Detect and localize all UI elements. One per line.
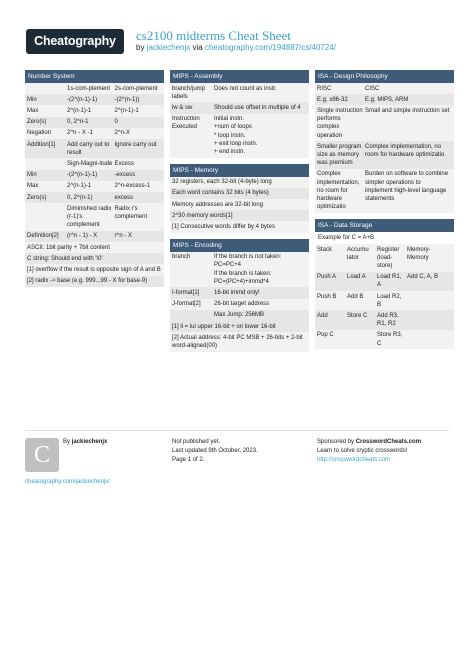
- byline: [136, 43, 336, 52]
- table-cell: -(2^(n-1)-1): [67, 172, 98, 179]
- table-row: [315, 83, 454, 94]
- table-cell: Addition[1]: [27, 141, 56, 148]
- footer-author-name[interactable]: jackiechenjx: [71, 439, 108, 445]
- table-cell: Burden on software to combine simpler operations to implement high-level language statements: [365, 171, 449, 202]
- isa-philosophy-section: [315, 70, 454, 213]
- table-cell: I-format[1]: [172, 289, 200, 296]
- table-cell: Add carry out to result: [67, 141, 110, 156]
- table-cell: 26-bit target address: [214, 301, 270, 308]
- note-line: Memory addresses are 32-bit long: [172, 201, 264, 208]
- table-cell: Small and simple instruction set: [365, 107, 450, 114]
- table-cell: -(2^(n-1)-1): [67, 96, 98, 103]
- note-line: 32 registers, each 32-bit (4-byte) long: [172, 179, 272, 186]
- table-cell: branch/jump labels: [172, 85, 206, 100]
- table-cell: Pop C: [317, 332, 334, 339]
- author-profile-link[interactable]: cheatography.com/jackiechenjx/: [25, 479, 110, 485]
- table-cell: Should use offset in multiple of 4: [214, 104, 301, 111]
- table-row: [25, 105, 164, 116]
- table-cell: Add: [317, 312, 328, 319]
- table-cell: Push A: [317, 274, 337, 281]
- note-line: Each word contains 32 bits (4 bytes): [170, 188, 309, 199]
- mips-memory-section: [170, 164, 309, 233]
- table-cell: Zero(s): [27, 194, 47, 201]
- table-cell: CISC: [365, 85, 380, 92]
- table-cell: Diminished radix (r-1)'s complement: [67, 205, 112, 229]
- footer-by-label: By: [63, 439, 71, 445]
- table-row: [25, 139, 164, 158]
- table-row: [25, 181, 164, 192]
- table-row: [25, 192, 164, 203]
- table-cell: Push B: [317, 293, 337, 300]
- table-row: [315, 291, 454, 310]
- note-line: 2^30 memory words[1]: [170, 210, 309, 221]
- table-cell: J-format[2]: [172, 301, 201, 308]
- table-row: [25, 83, 164, 94]
- table-cell: [407, 293, 452, 309]
- storage-example: Example for C = A+B: [315, 232, 454, 244]
- column-3: [315, 70, 454, 355]
- table-row: [315, 330, 454, 349]
- sponsor-prefix: Sponsored by: [317, 439, 355, 445]
- page-title: cs2100 midterms Cheat Sheet: [136, 28, 291, 43]
- table-cell: Load R2, B: [377, 293, 402, 308]
- table-row: [25, 117, 164, 128]
- table-row: [170, 102, 309, 113]
- table-cell: Stack: [317, 246, 333, 253]
- table-cell: Register (load-store): [377, 246, 400, 269]
- table-cell: Accumu lator: [347, 246, 369, 261]
- avatar: C: [25, 438, 59, 472]
- table-row: [315, 105, 454, 141]
- sponsor-tagline: Learn to solve cryptic crosswords!: [317, 448, 408, 454]
- table-cell: Memory-Memory: [407, 246, 431, 261]
- table-row: [25, 231, 164, 242]
- table-cell: 2^n-X: [114, 130, 130, 137]
- table-cell: E.g. x86-32: [317, 96, 348, 103]
- table-cell: 0: [114, 119, 118, 126]
- note-line: ASCII: 1bit parity + 7bit content: [27, 244, 110, 251]
- note-line: [2] radix -> base (e.g. 999...99 - X for base-9): [25, 276, 164, 287]
- table-row: [25, 203, 164, 231]
- table-cell: branch: [172, 254, 191, 261]
- section-title: Number System: [25, 70, 164, 83]
- table-cell: lw & sw: [172, 104, 193, 111]
- section-title: ISA - Data Storage: [315, 219, 454, 232]
- table-cell: [172, 311, 214, 319]
- table-cell: Load A: [347, 274, 366, 281]
- table-cell: Smaller program size as memory was premium: [317, 143, 362, 167]
- table-cell: Add C, A, B: [407, 274, 439, 281]
- byline-prefix: by: [136, 43, 145, 52]
- table-row: [315, 244, 454, 272]
- table-cell: 2^(n-1)-1: [67, 107, 92, 114]
- table-cell: r^n - X: [114, 233, 132, 240]
- table-row: [170, 114, 309, 158]
- page-footer: [25, 430, 449, 490]
- table-cell: Sign-Magni-itude: [67, 160, 113, 167]
- table-cell: 16-bit immd only!: [214, 289, 260, 296]
- table-row: [25, 170, 164, 181]
- table-row: [25, 158, 164, 169]
- table-row: [170, 299, 309, 310]
- byline-via: via: [192, 43, 203, 52]
- table-cell: Min: [27, 96, 37, 103]
- table-cell: 2^(n-1)-1: [114, 107, 139, 114]
- table-cell: Ignore carry out: [114, 141, 157, 148]
- table-cell: [407, 312, 452, 328]
- table-cell: Complex implementation, no room for hardware optimizatio: [317, 171, 360, 211]
- table-cell: [27, 85, 67, 93]
- author-link[interactable]: jackiechenjx: [146, 43, 191, 52]
- table-cell: Definition[2]: [27, 233, 59, 240]
- table-cell: 0, 2^(n-1): [67, 194, 93, 201]
- table-cell: Initial instn. +num of loops * loop instn. + exit loop instn. + end instn.: [214, 116, 258, 155]
- table-cell: Max Jump: 256MB: [214, 312, 265, 319]
- table-row: [315, 94, 454, 105]
- table-cell: Max: [27, 183, 39, 190]
- sheet-url-link[interactable]: cheatography.com/194887/cs/40724/: [204, 43, 337, 52]
- table-cell: Max: [27, 107, 39, 114]
- table-cell: 2^n - X -1: [67, 130, 93, 137]
- table-cell: Add R3, R1, R2: [377, 312, 399, 328]
- note-line: C string: Should end with '\0': [25, 253, 164, 264]
- number-system-section: [25, 70, 164, 287]
- table-row: [170, 310, 309, 321]
- table-cell: Add B: [347, 293, 364, 300]
- table-cell: excess: [114, 194, 134, 201]
- footer-by: [63, 438, 107, 447]
- mips-encoding-section: [170, 239, 309, 352]
- table-cell: Store C: [347, 312, 368, 319]
- table-row: [25, 94, 164, 105]
- table-cell: -(2^(n-1)): [114, 96, 140, 103]
- table-cell: Excess: [114, 160, 134, 167]
- table-cell: (r^n - 1) - X: [67, 233, 98, 240]
- page-number: Page 1 of 2.: [172, 457, 205, 463]
- table-cell: Instruction Executed: [172, 116, 200, 131]
- section-title: MIPS - Assembly: [170, 70, 309, 83]
- table-cell: 2^n-excess-1: [114, 183, 150, 190]
- table-cell: [27, 205, 67, 230]
- cheatography-logo[interactable]: Cheatography: [26, 29, 124, 54]
- last-updated: Last updated 9th October, 2023.: [172, 448, 258, 454]
- table-cell: [347, 331, 377, 347]
- sponsor-name[interactable]: CrosswordCheats.com: [355, 439, 422, 445]
- column-1: [25, 70, 164, 293]
- table-cell: 2^(n-1)-1: [67, 183, 92, 190]
- table-row: [25, 128, 164, 139]
- mips-assembly-section: [170, 70, 309, 158]
- table-cell: Min: [27, 172, 37, 179]
- note-line: [1] overflow if the result is opposite sign of A and B: [27, 266, 161, 273]
- page-header: [0, 0, 474, 62]
- table-row: [315, 272, 454, 291]
- table-cell: Single instruction performs complex operation: [317, 107, 363, 139]
- table-row: [315, 310, 454, 329]
- table-cell: E.g. MIPS, ARM: [365, 96, 409, 103]
- sponsor-line: [317, 438, 456, 447]
- table-row: [315, 141, 454, 169]
- table-cell: If the branch is not taken: PC=PC+4 If the branch is taken: PC=(PC+4)+immd*4: [214, 254, 282, 285]
- table-cell: Load R1, A: [377, 274, 402, 289]
- table-cell: Does not count as instr.: [214, 85, 277, 92]
- table-cell: 2s-com-plement: [114, 85, 158, 92]
- table-cell: Zero(s): [27, 119, 47, 126]
- section-title: MIPS - Memory: [170, 164, 309, 177]
- table-cell: Complex implementation, no room for hardware optimizatio: [365, 143, 445, 158]
- table-cell: Radix r's complement: [114, 205, 148, 220]
- note-line: [1] li = lui upper 16-bit + ori lower 16-bit: [170, 321, 309, 332]
- table-cell: [27, 160, 67, 168]
- table-row: [170, 287, 309, 298]
- isa-storage-section: [315, 219, 454, 349]
- table-cell: [407, 331, 452, 347]
- footer-sponsor: [317, 438, 456, 465]
- section-title: ISA - Design Philosophy: [315, 70, 454, 83]
- table-cell: RISC: [317, 85, 332, 92]
- note-line: [2] Actual address: 4-bit PC MSB + 26-bits + 2-bit word-aligned(00): [172, 334, 303, 349]
- table-row: [170, 83, 309, 102]
- table-cell: Store R3, C: [377, 332, 403, 347]
- published-status: Not published yet.: [172, 439, 221, 445]
- note-line: [1] Consecutive words differ by 4 bytes: [172, 223, 275, 230]
- section-title: MIPS - Encoding: [170, 239, 309, 252]
- sponsor-url-link[interactable]: http://crosswordcheats.com: [317, 457, 391, 463]
- table-cell: -excess: [114, 172, 136, 179]
- table-row: [315, 169, 454, 213]
- table-cell: 0, 2^n-1: [67, 119, 89, 126]
- table-cell: 1s-com-plement: [67, 85, 111, 92]
- table-cell: Negation: [27, 130, 52, 137]
- footer-meta: [172, 438, 311, 465]
- table-row: [170, 252, 309, 288]
- column-2: [170, 70, 309, 358]
